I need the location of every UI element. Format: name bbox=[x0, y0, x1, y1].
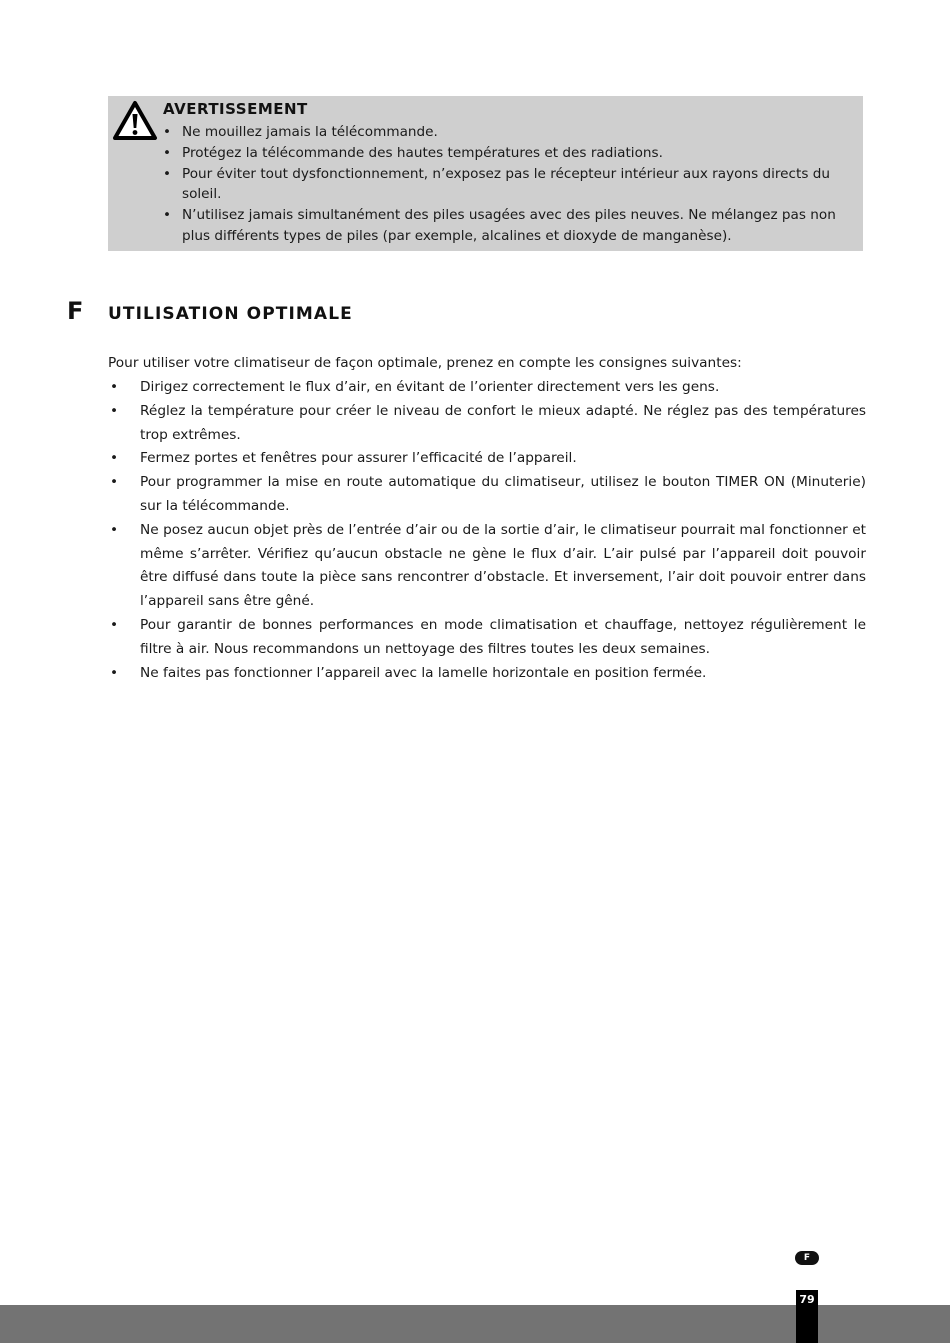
warning-list bbox=[163, 122, 853, 247]
page-number-tab bbox=[796, 1290, 818, 1343]
warning-item: • Protégez la télécommande des hautes températures et des radiations. bbox=[163, 143, 853, 164]
warning-item: • Ne mouillez jamais la télécommande. bbox=[163, 122, 853, 143]
warning-item: • Pour éviter tout dysfonctionnement, n’exposez pas le récepteur intérieur aux rayons directs du soleil. bbox=[163, 164, 853, 206]
warning-title: AVERTISSEMENT bbox=[163, 100, 308, 118]
tip-item: • Réglez la température pour créer le niveau de confort le mieux adapté. Ne réglez pas des températures trop extrêmes. bbox=[108, 400, 866, 448]
warning-triangle-icon bbox=[112, 100, 158, 142]
section-letter: F bbox=[67, 297, 84, 325]
language-badge: F bbox=[795, 1251, 819, 1265]
warning-item: • N’utilisez jamais simultanément des piles usagées avec des piles neuves. Ne mélangez pas non plus différents types de piles (par exemple, alcalines et dioxyde de manganèse). bbox=[163, 205, 853, 247]
tip-item: • Ne faites pas fonctionner l’appareil avec la lamelle horizontale en position fermée. bbox=[108, 662, 866, 686]
tip-item: • Pour garantir de bonnes performances en mode climatisation et chauffage, nettoyez régulièrement le filtre à air. Nous recommandons un nettoyage des filtres toutes les deux semaines. bbox=[108, 614, 866, 662]
section-intro: Pour utiliser votre climatiseur de façon optimale, prenez en compte les consignes suivantes: bbox=[108, 355, 742, 371]
tip-item: • Pour programmer la mise en route automatique du climatiseur, utilisez le bouton TIMER ON (Minuterie) sur la télécommande. bbox=[108, 471, 866, 519]
warning-box bbox=[108, 96, 863, 251]
page-number: 79 bbox=[799, 1293, 815, 1306]
tips-list bbox=[108, 376, 866, 685]
section-title: UTILISATION OPTIMALE bbox=[108, 304, 353, 324]
tip-item: • Ne posez aucun objet près de l’entrée d’air ou de la sortie d’air, le climatiseur pourrait mal fonctionner et même s’arrêter. Vérifiez qu’aucun obstacle ne gène le flux d’air. L’air pulsé par l’appareil doit pouvoir être diffusé dans toute la pièce sans rencontrer d’obstacle. Et inversement, l’air doit pouvoir entrer dans l’appareil sans être gêné. bbox=[108, 519, 866, 614]
tip-item: • Fermez portes et fenêtres pour assurer l’efficacité de l’appareil. bbox=[108, 447, 866, 471]
tip-item: • Dirigez correctement le flux d’air, en évitant de l’orienter directement vers les gens. bbox=[108, 376, 866, 400]
